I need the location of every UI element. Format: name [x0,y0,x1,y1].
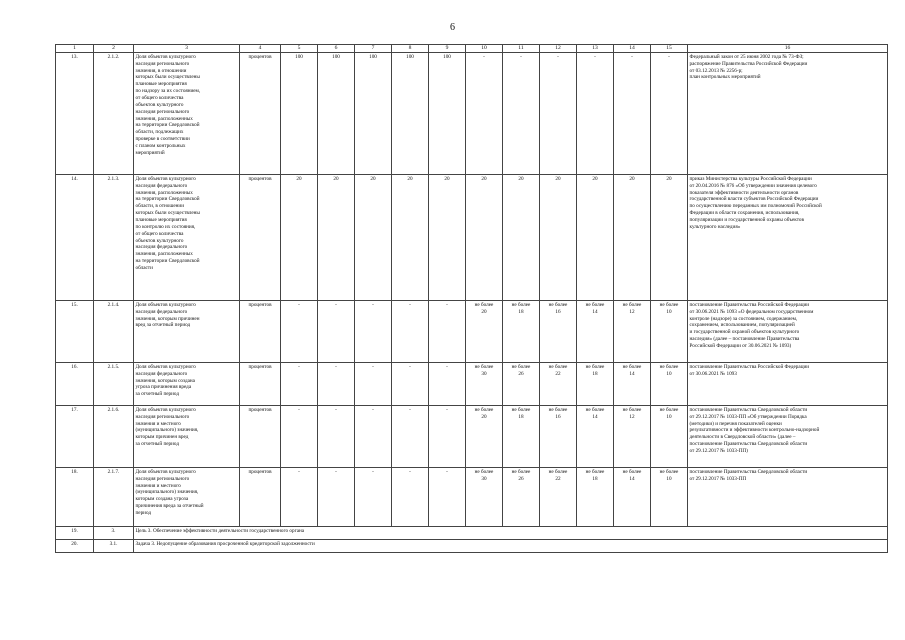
header-col-15: 15 [651,45,688,53]
header-col-4: 4 [240,45,281,53]
target-value: - [540,53,577,175]
target-value: - [577,53,614,175]
target-value: - [281,301,318,363]
target-value: - [318,406,355,468]
indicator-name: Доля объектов культурного наследия федерального значения, расположенных на территории Свердловской области, в отношении которых были осуществлены плановые мероприятия по контролю их состояния, от общего количества объектов культурного наследия федерального значения, расположенных на территории Свердловской области [134,175,240,301]
target-value: не более 22 [540,468,577,527]
header-col-3: 3 [134,45,240,53]
target-value: - [281,406,318,468]
target-value: не более 30 [466,468,503,527]
target-value: не более 18 [503,301,540,363]
source-document: приказ Министерства культуры Российской Федерации от 20.04.2016 № 876 «Об утверждении значения целевого показателя эффективности деятельности органов государственной власти субъектов Российской Федерации по осуществлению переданных им полномочий Российской Федерации в области сохранения, использования, популяризации и государственной охраны объектов культурного наследия» [688,175,888,301]
indicator-name: Доля объектов культурного наследия регионального значения, в отношении которых были осуществлены плановые мероприятия по надзору за их состоянием, от общего количества объектов культурного наследия регионального значения, расположенных на территории Свердловской области, подлежащих проверке в соответствии с планом контрольных мероприятий [134,53,240,175]
indicator-name: Доля объектов культурного наследия федерального значения, которым причинен вред за отчетный период [134,301,240,363]
target-value: не более 14 [577,301,614,363]
indicator-name: Доля объектов культурного наследия регионального значения и местного (муниципального) значения, которым причинен вред за отчетный период [134,406,240,468]
source-document: Федеральный закон от 25 июня 2002 года № 73-ФЗ; распоряжение Правительства Российской Федерации от 03.12.2013 № 2256-р; план контрольных мероприятий [688,53,888,175]
table-row [56,301,888,363]
row-number: 17. [56,406,94,468]
table-row [56,468,888,527]
unit-of-measure: процентов [240,406,281,468]
header-col-12: 12 [540,45,577,53]
target-value: 20 [651,175,688,301]
unit-of-measure: процентов [240,53,281,175]
header-col-13: 13 [577,45,614,53]
target-value: - [355,406,392,468]
target-value: не более 30 [466,363,503,406]
header-col-10: 10 [466,45,503,53]
header-col-5: 5 [281,45,318,53]
target-value: - [392,301,429,363]
target-value: 20 [318,175,355,301]
indicator-code: 2.1.6. [94,406,134,468]
target-value: не более 26 [503,468,540,527]
target-value: - [281,468,318,527]
target-value: 20 [503,175,540,301]
header-col-7: 7 [355,45,392,53]
table-row [56,53,888,175]
unit-of-measure: процентов [240,468,281,527]
indicator-code: 2.1.7. [94,468,134,527]
target-value: - [651,53,688,175]
target-value: - [392,468,429,527]
target-value: не более 18 [503,406,540,468]
row-number: 14. [56,175,94,301]
goal-row [56,527,888,540]
table-row [56,406,888,468]
target-value: - [503,53,540,175]
row-number: 13. [56,53,94,175]
target-value: не более 10 [651,468,688,527]
target-value: не более 14 [577,406,614,468]
target-value: 20 [355,175,392,301]
target-value: 100 [429,53,466,175]
target-value: - [281,363,318,406]
indicators-table [55,44,888,553]
target-value: - [355,301,392,363]
target-value: не более 12 [614,301,651,363]
target-value: не более 14 [614,363,651,406]
target-value: не более 10 [651,363,688,406]
unit-of-measure: процентов [240,175,281,301]
target-value: не более 22 [540,363,577,406]
source-document: постановление Правительства Свердловской области от 29.12.2017 № 1033-ПП [688,468,888,527]
header-col-16: 16 [688,45,888,53]
target-value: - [318,301,355,363]
target-value: не более 20 [466,406,503,468]
target-value: не более 16 [540,301,577,363]
target-value: 20 [577,175,614,301]
target-value: - [392,406,429,468]
target-value: 20 [392,175,429,301]
target-value: - [429,363,466,406]
unit-of-measure: процентов [240,301,281,363]
target-value: 20 [466,175,503,301]
page-number: 6 [450,22,455,33]
source-document: постановление Правительства Свердловской области от 29.12.2017 № 1033-ПП «Об утверждении Порядка (методики) и перечня показателей оценки результативности и эффективности контрольно-надзорной деятельности в Свердловской области» (далее – постановление Правительства Свердловской области от 29.12.2017 № 1033-ПП) [688,406,888,468]
target-value: - [355,363,392,406]
header-col-14: 14 [614,45,651,53]
header-col-9: 9 [429,45,466,53]
source-document: постановление Правительства Российской Федерации от 30.06.2021 № 1093 «О федеральном государственном контроле (надзоре) за состоянием, содержанием, сохранением, использованием, популяризацией и государственной охраной объектов культурного наследия» (далее – постановление Правительства Российской Федерации от 30.06.2021 № 1093) [688,301,888,363]
row-number: 18. [56,468,94,527]
indicator-code: 3. [94,527,134,540]
indicator-code: 2.1.2. [94,53,134,175]
target-value: 100 [281,53,318,175]
header-col-6: 6 [318,45,355,53]
header-col-1: 1 [56,45,94,53]
target-value: не более 20 [466,301,503,363]
target-value: не более 14 [614,468,651,527]
target-value: не более 12 [614,406,651,468]
indicator-code: 2.1.4. [94,301,134,363]
target-value: - [355,468,392,527]
target-value: не более 18 [577,363,614,406]
target-value: 20 [540,175,577,301]
target-value: - [466,53,503,175]
target-value: - [429,301,466,363]
task-row [56,540,888,553]
indicator-name: Доля объектов культурного наследия регионального значения и местного (муниципального) значения, которым создана угроза причинения вреда за отчетный период [134,468,240,527]
table-row [56,363,888,406]
target-value: не более 26 [503,363,540,406]
column-number-header [56,45,888,53]
indicator-name: Доля объектов культурного наследия федерального значения, которым создана угроза причинения вреда за отчетный период [134,363,240,406]
row-number: 19. [56,527,94,540]
unit-of-measure: процентов [240,363,281,406]
target-value: не более 16 [540,406,577,468]
target-value: не более 18 [577,468,614,527]
indicator-code: 2.1.5. [94,363,134,406]
target-value: - [392,363,429,406]
target-value: - [318,468,355,527]
target-value: 20 [429,175,466,301]
target-value: - [614,53,651,175]
target-value: 20 [281,175,318,301]
target-value: не более 10 [651,301,688,363]
indicator-code: 3.1. [94,540,134,553]
target-value: - [429,468,466,527]
target-value: - [318,363,355,406]
target-value: 100 [355,53,392,175]
row-number: 15. [56,301,94,363]
source-document: постановление Правительства Российской Федерации от 30.06.2021 № 1093 [688,363,888,406]
row-number: 16. [56,363,94,406]
task-text: Задача 3. Недопущение образования просроченной кредиторской задолженности [134,540,888,553]
target-value: - [429,406,466,468]
header-col-8: 8 [392,45,429,53]
target-value: 20 [614,175,651,301]
target-value: 100 [318,53,355,175]
header-col-2: 2 [94,45,134,53]
goal-text: Цель 3. Обеспечение эффективности деятельности государственного органа [134,527,888,540]
table-row [56,175,888,301]
row-number: 20. [56,540,94,553]
target-value: не более 10 [651,406,688,468]
target-value: 100 [392,53,429,175]
indicator-code: 2.1.3. [94,175,134,301]
header-col-11: 11 [503,45,540,53]
